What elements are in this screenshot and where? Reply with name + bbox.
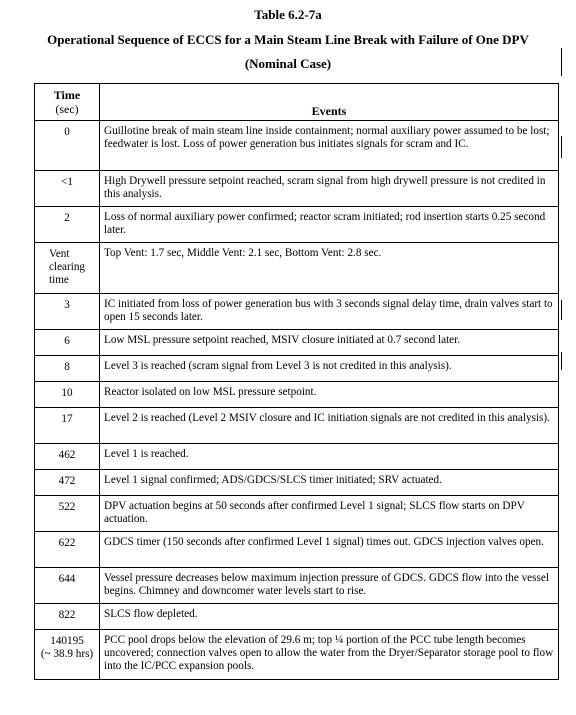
- event-cell: Guillotine break of main steam line inside containment; normal auxiliary power assumed to be lost; feedwater is lost. Loss of power generation bus initiates signals for scram and IC.: [100, 121, 559, 171]
- table-row: [35, 243, 559, 294]
- time-header-label: Time: [53, 88, 81, 102]
- table-row: [35, 171, 559, 207]
- time-cell: 472: [35, 470, 100, 496]
- time-cell: Vent clearing time: [35, 243, 100, 294]
- event-cell: Loss of normal auxiliary power confirmed; reactor scram initiated; rod insertion starts 0.25 second later.: [100, 207, 559, 243]
- table-number: Table 6.2-7a: [254, 7, 322, 22]
- time-cell: 462: [35, 444, 100, 470]
- event-cell: Vessel pressure decreases below maximum injection pressure of GDCS. GDCS flow into the vessel begins. Chimney and downcomer water levels start to rise.: [100, 568, 559, 604]
- time-cell: 10: [35, 382, 100, 408]
- event-cell: Reactor isolated on low MSL pressure setpoint.: [100, 382, 559, 408]
- time-cell: 8: [35, 356, 100, 382]
- table-row: [35, 444, 559, 470]
- table-row: [35, 121, 559, 171]
- time-cell: 2: [35, 207, 100, 243]
- table-title: Operational Sequence of ECCS for a Main Steam Line Break with Failure of One DPV: [47, 32, 529, 47]
- header-row: [35, 84, 559, 121]
- time-cell: 522: [35, 496, 100, 532]
- event-cell: Level 1 signal confirmed; ADS/GDCS/SLCS timer initiated; SRV actuated.: [100, 470, 559, 496]
- revision-bar: [561, 136, 562, 158]
- event-cell: Top Vent: 1.7 sec, Middle Vent: 2.1 sec, Bottom Vent: 2.8 sec.: [100, 243, 559, 294]
- table-row: [35, 382, 559, 408]
- event-cell: Level 2 is reached (Level 2 MSIV closure and IC initiation signals are not credited in this analysis).: [100, 408, 559, 444]
- revision-bar: [561, 352, 562, 370]
- table-row: [35, 356, 559, 382]
- time-cell: 822: [35, 604, 100, 630]
- event-cell: DPV actuation begins at 50 seconds after confirmed Level 1 signal; SLCS flow starts on DPV actuation.: [100, 496, 559, 532]
- event-cell: Level 3 is reached (scram signal from Level 3 is not credited in this analysis).: [100, 356, 559, 382]
- table-row: [35, 294, 559, 330]
- table-row: [35, 604, 559, 630]
- time-header-unit: (sec): [55, 102, 79, 116]
- time-cell: <1: [35, 171, 100, 207]
- revision-bar: [561, 300, 562, 320]
- table-subtitle: (Nominal Case): [244, 56, 332, 71]
- time-cell: 3: [35, 294, 100, 330]
- table-row: [35, 470, 559, 496]
- time-cell: 17: [35, 408, 100, 444]
- event-cell: Low MSL pressure setpoint reached, MSIV closure initiated at 0.7 second later.: [100, 330, 559, 356]
- time-cell: 622: [35, 532, 100, 568]
- table-row: [35, 207, 559, 243]
- revision-bar: [561, 48, 562, 76]
- table-row: [35, 532, 559, 568]
- table-row: [35, 568, 559, 604]
- event-cell: Level 1 is reached.: [100, 444, 559, 470]
- table-row: [35, 408, 559, 444]
- table-row: [35, 496, 559, 532]
- event-cell: PCC pool drops below the elevation of 29.6 m; top ¼ portion of the PCC tube length becomes uncovered; connection valves open to allow the water from the Dryer/Separator storage pool to flow into the IC/PCC expansion pools.: [100, 630, 559, 680]
- events-column-header: Events: [100, 84, 559, 121]
- event-cell: IC initiated from loss of power generation bus with 3 seconds signal delay time, drain valves start to open 15 seconds later.: [100, 294, 559, 330]
- time-cell: 140195 (~ 38.9 hrs): [35, 630, 100, 680]
- time-column-header: [35, 84, 100, 121]
- event-cell: High Drywell pressure setpoint reached, scram signal from high drywell pressure is not credited in this analysis.: [100, 171, 559, 207]
- time-cell: 6: [35, 330, 100, 356]
- time-cell: 644: [35, 568, 100, 604]
- table-row: [35, 630, 559, 680]
- event-cell: GDCS timer (150 seconds after confirmed Level 1 signal) times out. GDCS injection valves open.: [100, 532, 559, 568]
- eccs-sequence-table: [34, 83, 559, 680]
- event-cell: SLCS flow depleted.: [100, 604, 559, 630]
- table-row: [35, 330, 559, 356]
- time-cell: 0: [35, 121, 100, 171]
